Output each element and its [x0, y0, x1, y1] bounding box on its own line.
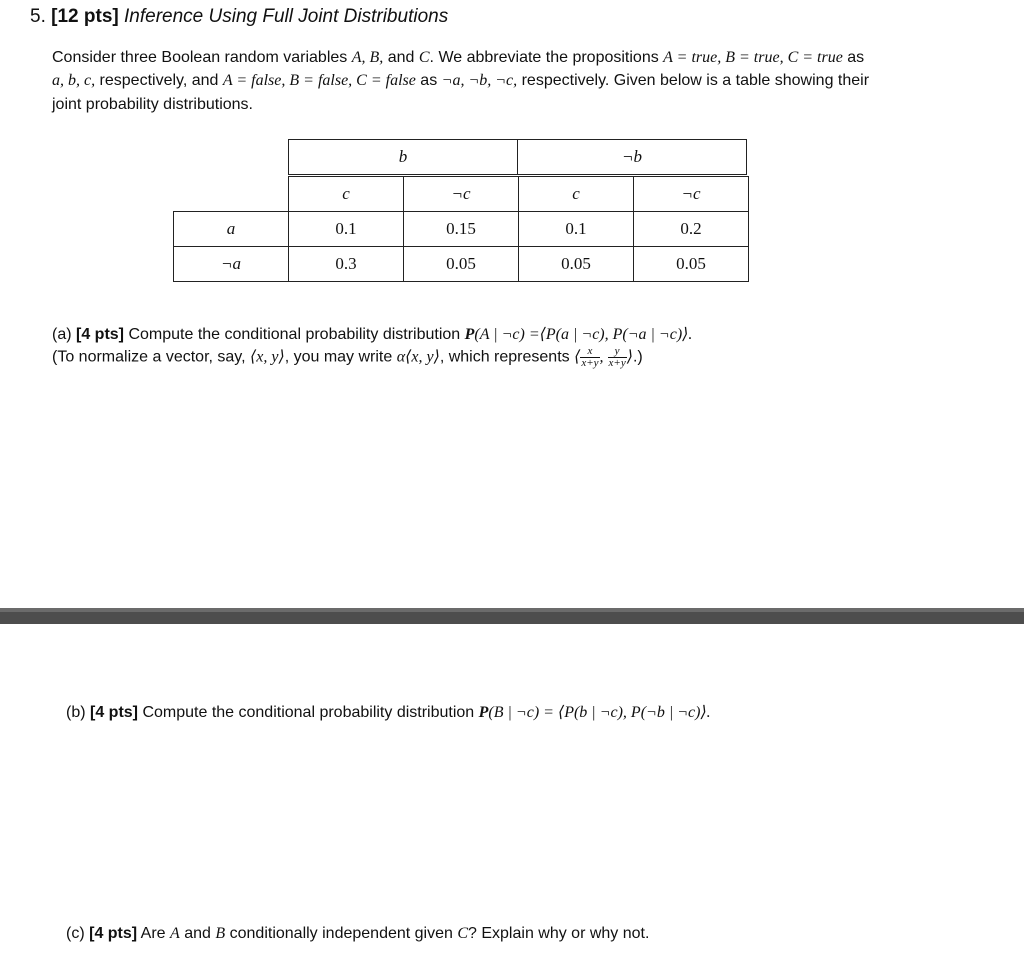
part-b-question: (b) [4 pts] Compute the conditional probability distribution P(B | ¬c) = ⟨P(b | ¬c), P(¬b | ¬c)⟩. — [66, 704, 711, 721]
table-cell: 0.3 — [289, 247, 404, 282]
fraction-y: $\frac{y}{x+y}$ — [608, 345, 626, 369]
table-cell: 0.05 — [634, 247, 749, 282]
page-divider — [0, 608, 1024, 624]
problem-points: [12 pts] — [51, 6, 119, 27]
row-label-a: a — [174, 212, 289, 247]
table-b-header — [288, 139, 747, 175]
table-row — [174, 247, 749, 282]
table-row — [174, 212, 749, 247]
intro-line-3: joint probability distributions. — [52, 96, 253, 113]
table-cell: 0.05 — [519, 247, 634, 282]
header-not-b: ¬b — [518, 140, 747, 175]
header-c: c — [289, 177, 404, 212]
header-c: c — [519, 177, 634, 212]
problem-number: 5. — [30, 6, 46, 27]
table-cell: 0.05 — [404, 247, 519, 282]
intro-line-1: Consider three Boolean random variables A, B, and C. We abbreviate the propositions A = true, B = true, C = true as — [52, 49, 865, 66]
header-not-c: ¬c — [634, 177, 749, 212]
part-a-note: (To normalize a vector, say, ⟨x, y⟩, you may write α⟨x, y⟩, which represents ⟨ $\frac{x}{x+y}$ , $\frac{y}{x+y}$ ⟩.) — [52, 345, 643, 369]
table-cell: 0.1 — [289, 212, 404, 247]
problem-title-text: Inference Using Full Joint Distributions — [124, 6, 449, 27]
part-c-question: (c) [4 pts] Are A and B conditionally independent given C? Explain why or why not. — [66, 925, 650, 942]
header-not-c: ¬c — [404, 177, 519, 212]
table-corner — [174, 177, 289, 212]
header-b: b — [289, 140, 518, 175]
problem-title — [30, 6, 448, 28]
table-cell: 0.15 — [404, 212, 519, 247]
intro-line-2: a, b, c, respectively, and A = false, B = false, C = false as ¬a, ¬b, ¬c, respectively. Given below is a table showing their — [52, 72, 870, 89]
fraction-x: $\frac{x}{x+y}$ — [581, 345, 599, 369]
table-cell: 0.1 — [519, 212, 634, 247]
row-label-not-a: ¬a — [174, 247, 289, 282]
part-a-question: (a) [4 pts] Compute the conditional probability distribution P(A | ¬c) =⟨P(a | ¬c), P(¬a | ¬c)⟩. — [52, 326, 693, 343]
table-cell: 0.2 — [634, 212, 749, 247]
joint-probability-table — [173, 176, 749, 282]
table-c-header-row — [174, 177, 749, 212]
